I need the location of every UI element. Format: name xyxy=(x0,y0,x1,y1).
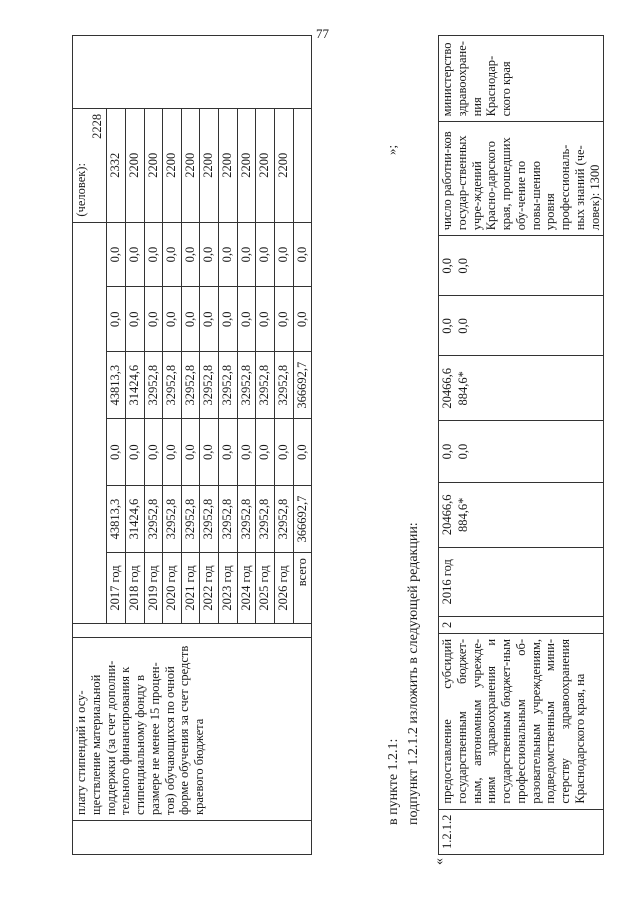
year-cell: 2017 год xyxy=(107,553,126,624)
regional-cell xyxy=(439,356,604,421)
total-cell: 31424,6 xyxy=(125,485,144,552)
indicator-cell: 2200 xyxy=(237,108,256,222)
extra-cell: 0,0 xyxy=(200,222,219,287)
code-cell: 2 xyxy=(439,616,604,633)
year-cell: 2023 год xyxy=(219,553,238,624)
total-cell: 32952,8 xyxy=(219,485,238,552)
local-cell: 0,0 xyxy=(293,287,312,352)
extra-cell xyxy=(439,236,604,296)
number-cell: 1.2.1.2 xyxy=(439,809,604,854)
federal-cell: 0,0 xyxy=(256,419,275,486)
extra-note: 0,0 xyxy=(455,258,470,274)
table-row xyxy=(73,36,107,855)
local-cell: 0,0 xyxy=(144,287,163,352)
regional-cell: 366692,7 xyxy=(293,352,312,419)
year-cell: 2026 год xyxy=(274,553,293,624)
federal-cell: 0,0 xyxy=(163,419,182,486)
regional-cell: 31424,6 xyxy=(125,352,144,419)
total-cell: 32952,8 xyxy=(163,485,182,552)
extra-cell: 0,0 xyxy=(293,222,312,287)
indicator-cell: 2200 xyxy=(163,108,182,222)
regional-cell: 32952,8 xyxy=(274,352,293,419)
local-cell xyxy=(439,296,604,356)
local-cell: 0,0 xyxy=(274,287,293,352)
federal-cell: 0,0 xyxy=(219,419,238,486)
executor-cell: министерство здравоохране-ния Краснодар-ского края xyxy=(439,36,604,122)
local-cell: 0,0 xyxy=(237,287,256,352)
local-value: 0,0 xyxy=(440,318,454,334)
federal-cell: 0,0 xyxy=(181,419,200,486)
regional-value: 20466,6 xyxy=(440,368,454,409)
federal-cell: 0,0 xyxy=(293,419,312,486)
local-cell: 0,0 xyxy=(107,287,126,352)
total-cell xyxy=(439,482,604,547)
extra-cell: 0,0 xyxy=(125,222,144,287)
table-upper xyxy=(72,35,312,855)
federal-cell: 0,0 xyxy=(237,419,256,486)
description-cell: плату стипендий и осу-ществление материальной поддержки (за счет дополни-тельного финансирования к стипендиальному фонду в размере не менее 15 процен-тов) обучающихся по очной форме обучения за счет средств краевого бюджета xyxy=(73,637,312,820)
total-cell: 366692,7 xyxy=(293,485,312,552)
local-cell: 0,0 xyxy=(163,287,182,352)
total-cell: 32952,8 xyxy=(181,485,200,552)
regional-cell: 32952,8 xyxy=(144,352,163,419)
indicator-cell: 2200 xyxy=(274,108,293,222)
header-spacer-cell xyxy=(73,222,107,623)
local-cell: 0,0 xyxy=(181,287,200,352)
indicator-cell: 2200 xyxy=(256,108,275,222)
local-cell: 0,0 xyxy=(219,287,238,352)
year-cell: 2018 год xyxy=(125,553,144,624)
regional-cell: 43813,3 xyxy=(107,352,126,419)
year-cell: 2021 год xyxy=(181,553,200,624)
page-number: 77 xyxy=(316,26,329,41)
regional-cell: 32952,8 xyxy=(200,352,219,419)
total-cell: 32952,8 xyxy=(274,485,293,552)
total-cell: 32952,8 xyxy=(256,485,275,552)
closing-mark: »; xyxy=(384,144,399,155)
regional-cell: 32952,8 xyxy=(181,352,200,419)
indicator-cell xyxy=(293,108,312,222)
extra-cell: 0,0 xyxy=(163,222,182,287)
executor-cell xyxy=(73,36,312,109)
year-cell: 2016 год xyxy=(439,547,604,616)
local-cell: 0,0 xyxy=(256,287,275,352)
amendment-line-1: в пункте 1.2.1: xyxy=(386,738,401,825)
total-note: 884,6* xyxy=(455,497,470,532)
table-lower-body xyxy=(439,36,604,855)
federal-cell: 0,0 xyxy=(125,419,144,486)
description-cell: предоставление субсидий государственным бюджет-ным, автономным учрежде-ниям здравоохранения и государственным бюджет-ным профессиональным об-разовательным учреждениям, подведомственным мини-стерству здравоохранения Краснодарского края, на xyxy=(439,633,604,809)
federal-note: 0,0 xyxy=(455,443,470,460)
federal-cell: 0,0 xyxy=(200,419,219,486)
total-value: 20466,6 xyxy=(440,494,454,536)
indicator-cell: 2200 xyxy=(181,108,200,222)
indicator-cell: 2200 xyxy=(200,108,219,222)
federal-cell: 0,0 xyxy=(107,419,126,486)
federal-value: 0,0 xyxy=(440,443,454,460)
total-cell: 32952,8 xyxy=(200,485,219,552)
indicator-header-cell xyxy=(73,108,107,222)
year-cell: 2022 год xyxy=(200,553,219,624)
regional-cell: 32952,8 xyxy=(256,352,275,419)
extra-cell: 0,0 xyxy=(237,222,256,287)
open-quote: « xyxy=(432,858,447,865)
indicator-cell: 2200 xyxy=(219,108,238,222)
year-cell: 2024 год xyxy=(237,553,256,624)
extra-cell: 0,0 xyxy=(107,222,126,287)
year-cell: 2020 год xyxy=(163,553,182,624)
regional-cell: 32952,8 xyxy=(163,352,182,419)
extra-value: 0,0 xyxy=(440,258,454,274)
year-cell: 2025 год xyxy=(256,553,275,624)
total-cell: 32952,8 xyxy=(144,485,163,552)
extra-cell: 0,0 xyxy=(256,222,275,287)
local-note: 0,0 xyxy=(455,318,470,334)
indicator-cell: 2332 xyxy=(107,108,126,222)
extra-cell: 0,0 xyxy=(181,222,200,287)
total-cell: 43813,3 xyxy=(107,485,126,552)
code-cell xyxy=(73,623,312,637)
amendment-line-2: подпункт 1.2.1.2 изложить в следующей редакции: xyxy=(406,522,421,825)
regional-cell: 32952,8 xyxy=(237,352,256,419)
total-cell: 32952,8 xyxy=(237,485,256,552)
table-upper-body xyxy=(73,36,312,855)
year-cell: 2019 год xyxy=(144,553,163,624)
table-row xyxy=(439,36,604,855)
indicator-header-value: 2228 xyxy=(89,113,104,139)
local-cell: 0,0 xyxy=(125,287,144,352)
table-lower xyxy=(438,35,604,855)
regional-note: 884,6* xyxy=(455,371,470,406)
indicator-cell: число работни-ков государ-ственных учре-ждений Красно-дарского края, прошедших обу-чение по повы-шению уровня профессиональ-ных знаний (че-ловек): 1300 xyxy=(439,122,604,236)
extra-cell: 0,0 xyxy=(274,222,293,287)
rotated-document-content xyxy=(30,35,602,865)
regional-cell: 32952,8 xyxy=(219,352,238,419)
indicator-cell: 2200 xyxy=(144,108,163,222)
number-cell xyxy=(73,820,312,854)
federal-cell: 0,0 xyxy=(274,419,293,486)
year-cell: всего xyxy=(293,553,312,624)
local-cell: 0,0 xyxy=(200,287,219,352)
federal-cell xyxy=(439,421,604,483)
indicator-header-label: (человек): xyxy=(74,163,88,217)
federal-cell: 0,0 xyxy=(144,419,163,486)
extra-cell: 0,0 xyxy=(144,222,163,287)
extra-cell: 0,0 xyxy=(219,222,238,287)
indicator-cell: 2200 xyxy=(125,108,144,222)
